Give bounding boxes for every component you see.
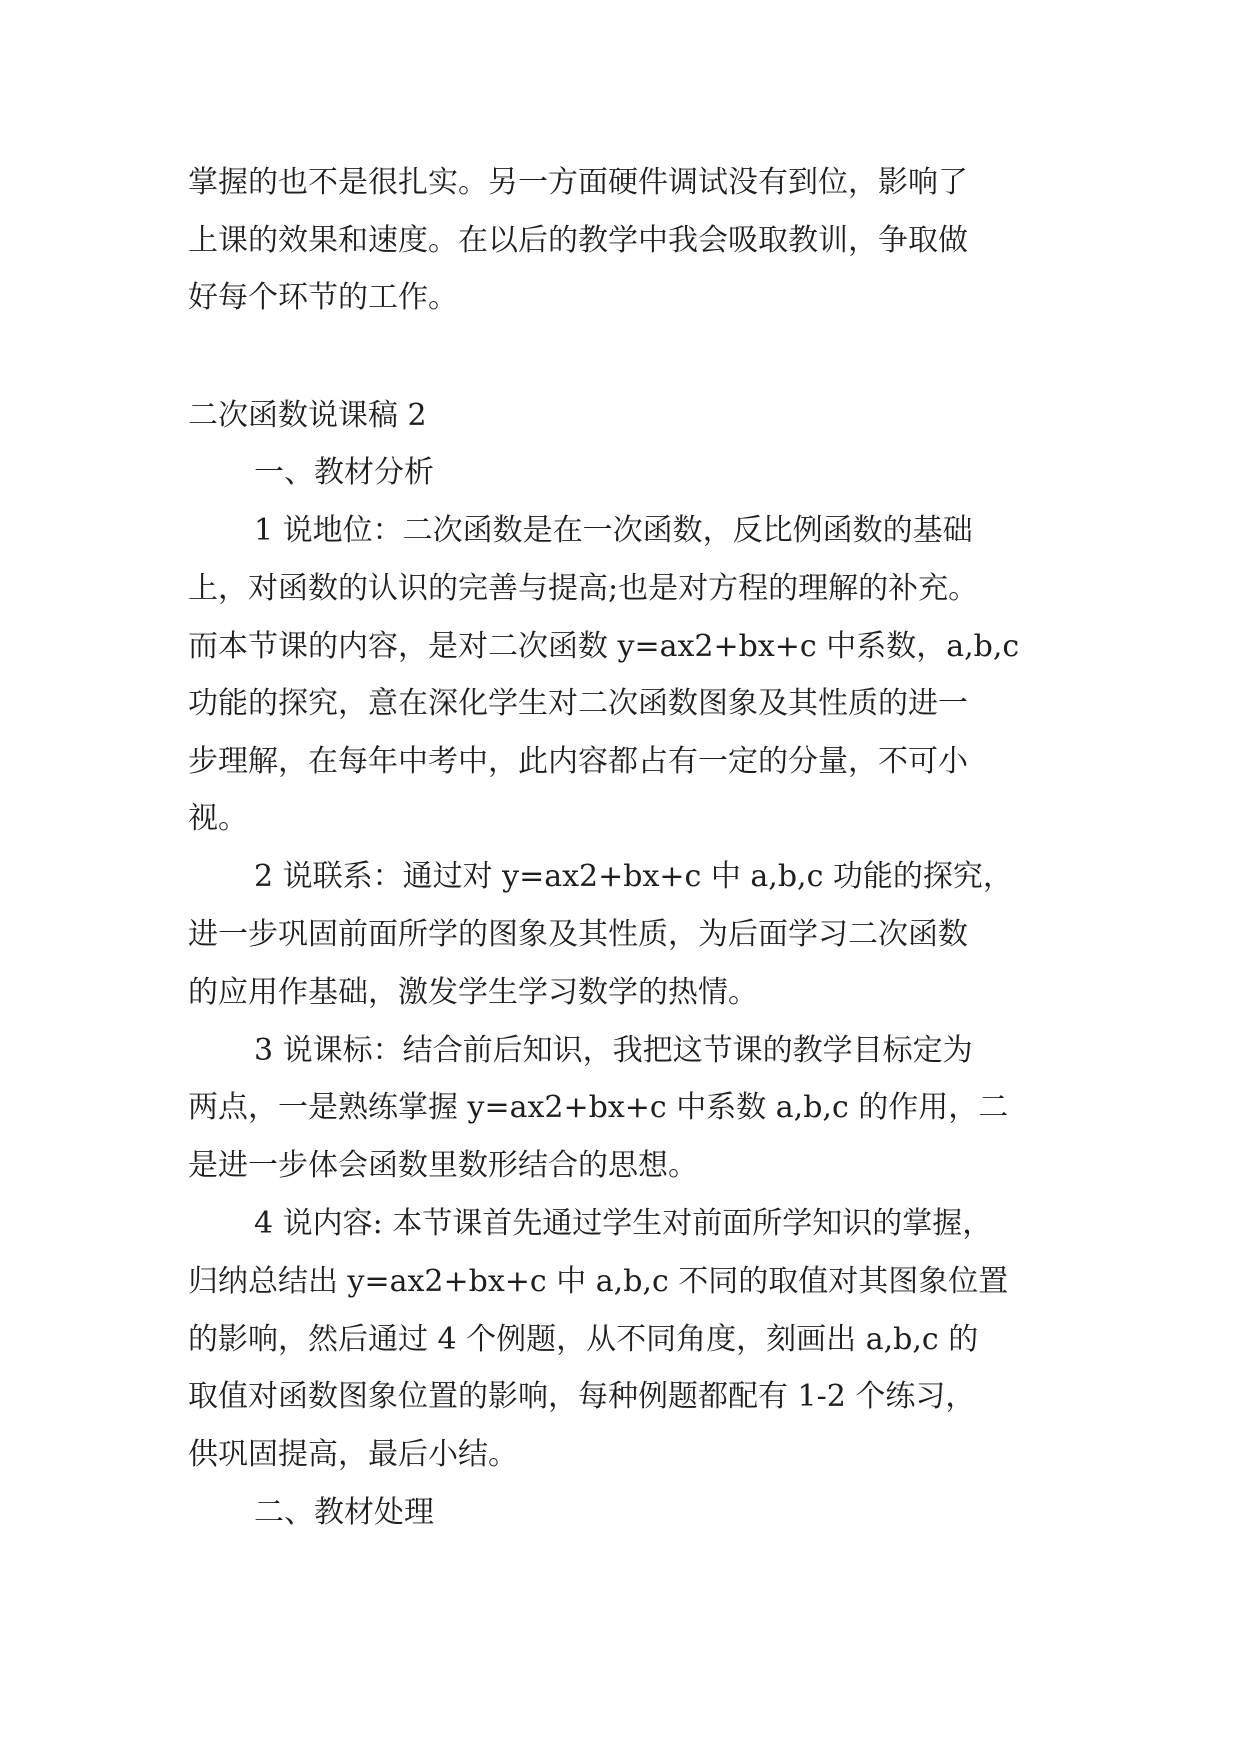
paragraph-line: 取值对函数图象位置的影响，每种例题都配有 1-2 个练习， <box>188 1379 976 1414</box>
section-heading: 一、教材分析 <box>254 455 434 490</box>
paragraph-line: 供巩固提高，最后小结。 <box>188 1437 518 1472</box>
paragraph-line: 视。 <box>188 801 248 836</box>
paragraph-line: 两点，一是熟练掌握 y=ax2+bx+c 中系数 a,b,c 的作用，二 <box>188 1090 1009 1125</box>
paragraph-line: 3 说课标：结合前后知识，我把这节课的教学目标定为 <box>254 1033 973 1068</box>
section-heading: 二、教材处理 <box>254 1495 434 1530</box>
paragraph-line: 上，对函数的认识的完善与提高;也是对方程的理解的补充。 <box>188 571 979 606</box>
paragraph-line: 上课的效果和速度。在以后的教学中我会吸取教训，争取做 <box>188 223 968 258</box>
paragraph-line: 1 说地位：二次函数是在一次函数，反比例函数的基础 <box>254 513 973 548</box>
paragraph-line: 归纳总结出 y=ax2+bx+c 中 a,b,c 不同的取值对其图象位置 <box>188 1264 1009 1299</box>
paragraph-line: 的影响，然后通过 4 个例题，从不同角度，刻画出 a,b,c 的 <box>188 1322 979 1357</box>
paragraph-line: 进一步巩固前面所学的图象及其性质，为后面学习二次函数 <box>188 917 968 952</box>
paragraph-line: 而本节课的内容，是对二次函数 y=ax2+bx+c 中系数，a,b,c <box>188 629 1020 664</box>
paragraph-line: 4 说内容: 本节课首先通过学生对前面所学知识的掌握， <box>254 1206 993 1241</box>
paragraph-line: 的应用作基础，激发学生学习数学的热情。 <box>188 975 758 1010</box>
paragraph-line: 2 说联系：通过对 y=ax2+bx+c 中 a,b,c 功能的探究， <box>254 859 1013 894</box>
paragraph-line: 好每个环节的工作。 <box>188 280 458 315</box>
section-title: 二次函数说课稿 2 <box>188 398 427 433</box>
paragraph-line: 掌握的也不是很扎实。另一方面硬件调试没有到位，影响了 <box>188 165 968 200</box>
paragraph-line: 步理解，在每年中考中，此内容都占有一定的分量，不可小 <box>188 744 968 779</box>
paragraph-line: 功能的探究，意在深化学生对二次函数图象及其性质的进一 <box>188 686 968 721</box>
paragraph-line: 是进一步体会函数里数形结合的思想。 <box>188 1148 698 1183</box>
